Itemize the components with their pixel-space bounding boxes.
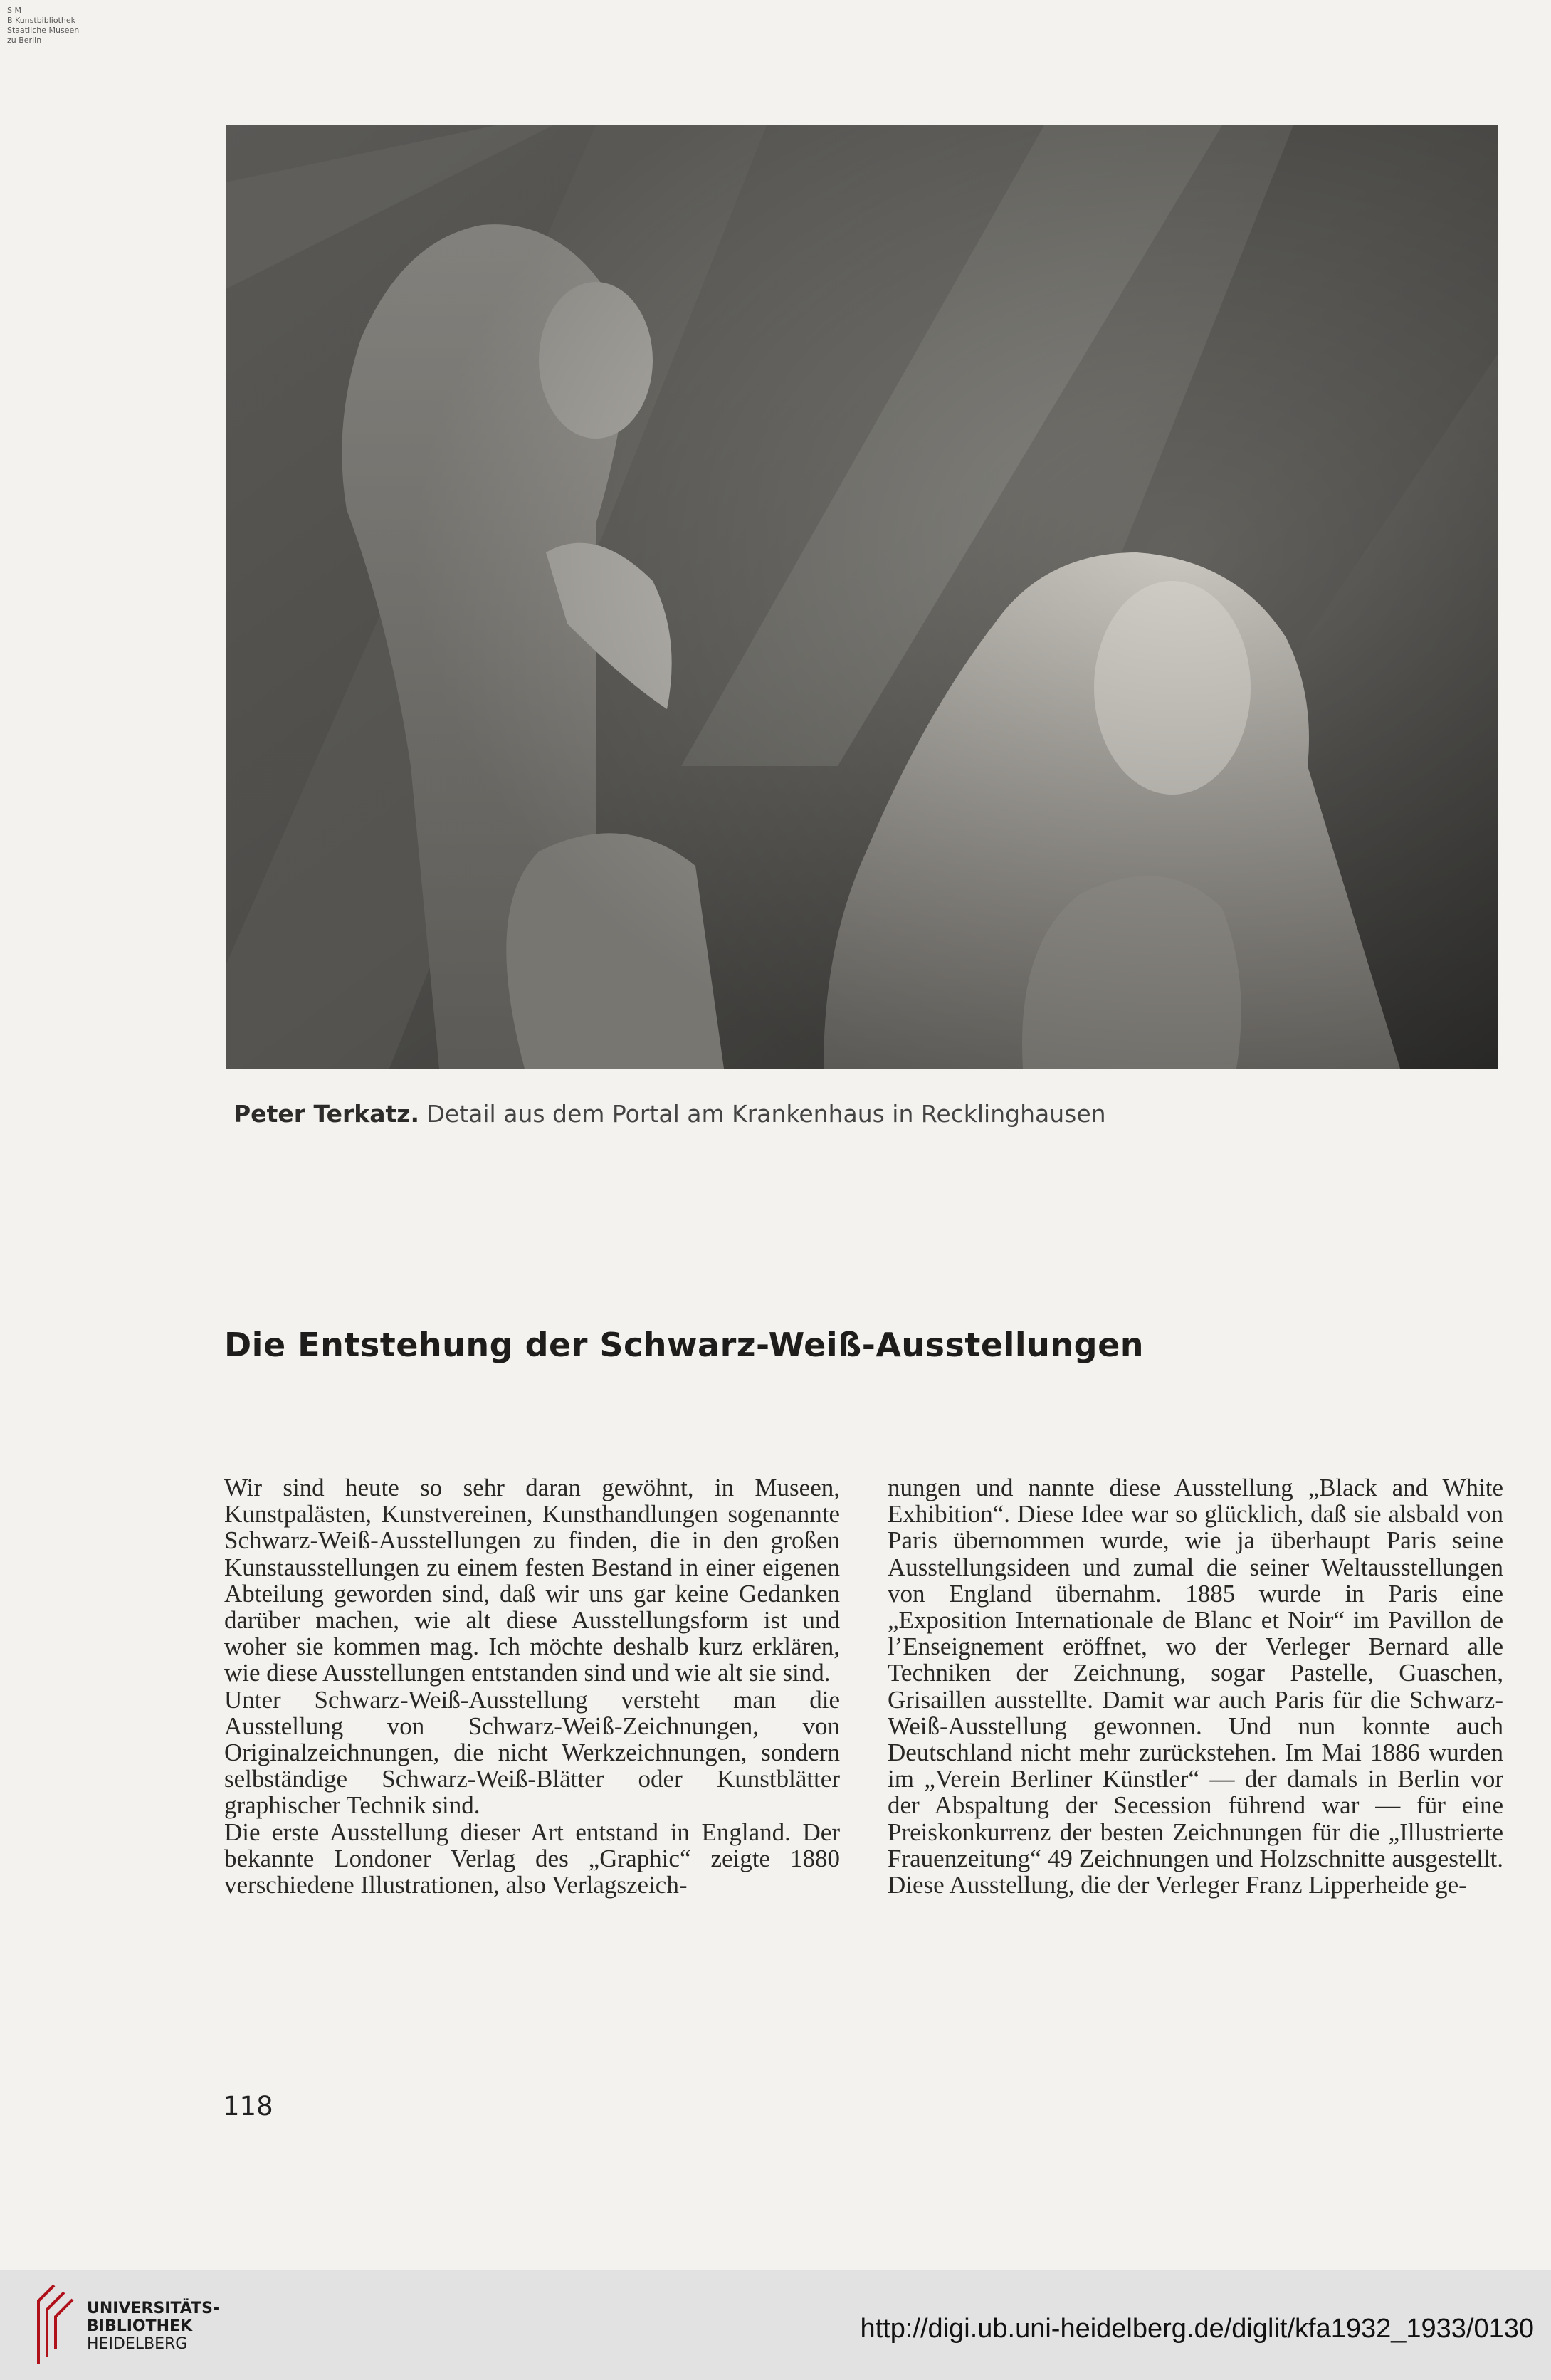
- article-title: Die Entstehung der Schwarz-Weiß-Ausstellungen: [224, 1326, 1145, 1364]
- stamp-line: B Kunstbibliothek: [7, 16, 75, 25]
- sculpture-relief-photo: [226, 125, 1498, 1069]
- paragraph: Die erste Ausstellung dieser Art entstand in England. Der bekannte Londoner Verlag des „Graphic“ zeigte 1880 verschiedene Illustrationen, also Verlagszeich-: [224, 1818, 840, 1899]
- stamp-line: S M: [7, 6, 21, 15]
- footer-bar: [0, 2270, 1551, 2380]
- paragraph: nungen und nannte diese Ausstellung „Black and White Exhibition“. Diese Idee war so glücklich, daß sie alsbald von Paris übernommen wurde, wie ja überhaupt Paris seine Ausstellungsideen und zumal die seiner Weltausstellungen von England übernahm. 1885 wurde in Paris eine „Exposition Internationale de Blanc et Noir“ im Pavillon de l’Enseignement eröffnet, wo der Verleger Bernard alle Techniken der Zeichnung, sogar Pastelle, Guaschen, Grisaillen ausstellte. Damit war auch Paris für die Schwarz-Weiß-Ausstellung gewonnen. Und nun konnte auch Deutschland nicht mehr zurückstehen. Im Mai 1886 wurden im „Verein Berliner Künstler“ — der damals in Berlin vor der Abspaltung der Secession führend war — für eine Preiskonkurrenz der besten Zeichnungen für die „Illustrierte Frauenzeitung“ 49 Zeichnungen und Holzschnitte ausgestellt. Diese Ausstellung, die der Verleger Franz Lipperheide ge-: [888, 1474, 1503, 1899]
- photo-caption: [233, 1100, 1106, 1128]
- library-stamp: [7, 6, 79, 46]
- text-column-right: [888, 1474, 1503, 1898]
- paragraph: Unter Schwarz-Weiß-Ausstellung versteht man die Ausstellung von Schwarz-Weiß-Zeichnungen, von Originalzeichnungen, die nicht Werkzeichnungen, sondern selbständige Schwarz-Weiß-Blätter oder Kunstblätter graphischer Technik sind.: [224, 1685, 840, 1820]
- stamp-line: Staatliche Museen: [7, 26, 80, 35]
- logo-line: BIBLIOTHEK: [87, 2317, 193, 2335]
- logo-line: UNIVERSITÄTS-: [87, 2300, 220, 2317]
- university-library-logo-icon: [33, 2282, 74, 2366]
- relief-image: [226, 125, 1498, 1069]
- library-logo-text: [87, 2300, 219, 2353]
- source-url-link[interactable]: http://digi.ub.uni-heidelberg.de/diglit/kfa1932_1933/0130: [860, 2314, 1534, 2344]
- text-column-left: [224, 1474, 840, 1898]
- stamp-line: zu Berlin: [7, 36, 42, 45]
- caption-text: Detail aus dem Portal am Krankenhaus in Recklinghausen: [426, 1100, 1106, 1128]
- caption-author: Peter Terkatz.: [233, 1100, 420, 1128]
- page-number: 118: [223, 2091, 273, 2122]
- logo-line: HEIDELBERG: [87, 2335, 188, 2353]
- paragraph: Wir sind heute so sehr daran gewöhnt, in Museen, Kunstpalästen, Kunstvereinen, Kunsthandlungen sogenannte Schwarz-Weiß-Ausstellungen zu finden, die in den großen Kunstausstellungen zu einem festen Bestand in einer eigenen Abteilung geworden sind, daß wir uns gar keine Gedanken darüber machen, wie alt diese Ausstellungsform ist und woher sie kommen mag. Ich möchte deshalb kurz erklären, wie diese Ausstellungen entstanden sind und wie alt sie sind.: [224, 1474, 840, 1687]
